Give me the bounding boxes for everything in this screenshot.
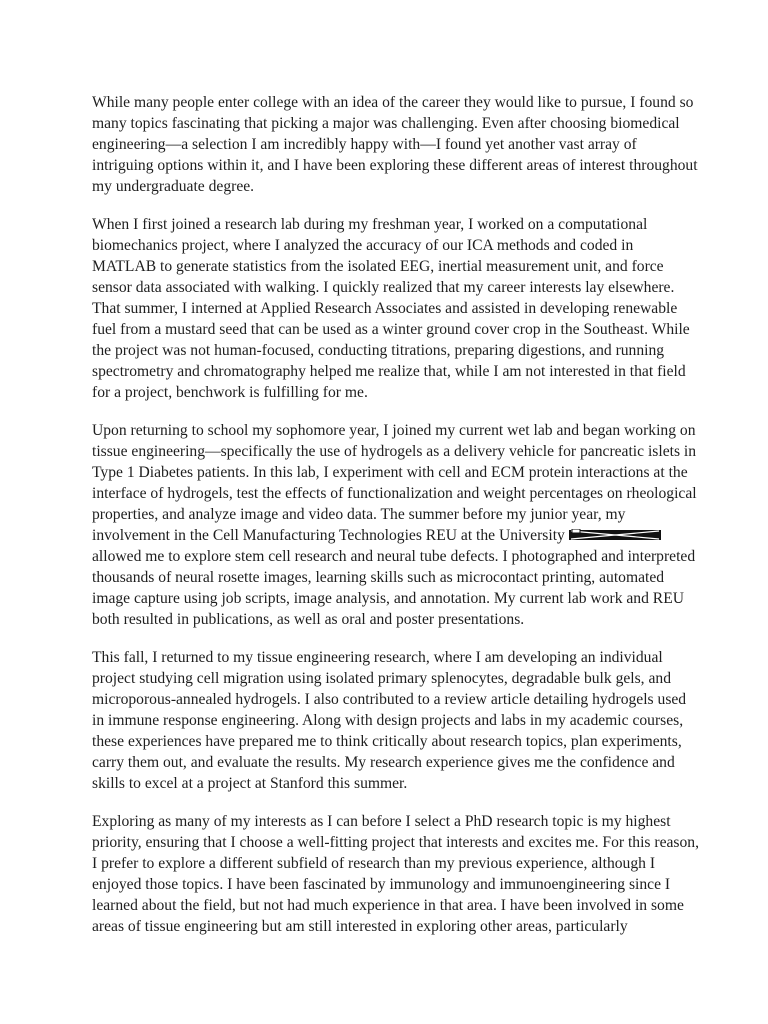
paragraph-sophomore-research (92, 420, 697, 630)
essay-body (92, 92, 699, 954)
text-segment: involvement in the Cell Manufacturing Technologies REU at the University (92, 527, 565, 544)
text-line: carry them out, and evaluate the results. My research experience gives me the confidence and (92, 754, 675, 771)
text-line: skills to excel at a project at Stanford this summer. (92, 775, 408, 792)
text-line: both resulted in publications, as well as oral and poster presentations. (92, 611, 525, 628)
text-line: allowed me to explore stem cell research and neural tube defects. I photographed and interpreted (92, 548, 696, 565)
paragraph-current-research (92, 647, 692, 794)
text-line: While many people enter college with an idea of the career they would like to pursue, I found so (92, 94, 694, 111)
paragraph-career-interests (92, 92, 698, 197)
text-line: enjoyed those topics. I have been fascinated by immunology and immunoengineering since I (92, 876, 671, 893)
text-line: learned about the field, but not had much experience in that area. I have been involved in some (92, 897, 684, 914)
text-line: microporous-annealed hydrogels. I also contributed to a review article detailing hydrogels used (92, 691, 687, 708)
paragraph-phd-interests (92, 811, 699, 937)
text-line: intriguing options within it, and I have been exploring these different areas of interest throughout (92, 157, 698, 174)
text-line: spectrometry and chromatography helped me realize that, while I am not interested in that field (92, 363, 686, 380)
text-line: sensor data associated with walking. I quickly realized that my career interests lay elsewhere. (92, 279, 675, 296)
text-line: my undergraduate degree. (92, 178, 255, 195)
text-line: thousands of neural rosette images, learning skills such as microcontact printing, automated (92, 569, 665, 586)
text-line: image capture using job scripts, image analysis, and annotation. My current lab work and REU (92, 590, 684, 607)
text-line: interface of hydrogels, test the effects of functionalization and weight percentages on rheological (92, 485, 697, 502)
text-line: areas of tissue engineering but am still interested in exploring other areas, particularly (92, 918, 628, 935)
text-line: Type 1 Diabetes patients. In this lab, I experiment with cell and ECM protein interactions at the (92, 464, 688, 481)
text-line: Exploring as many of my interests as I can before I select a PhD research topic is my highest (92, 813, 671, 830)
text-line: MATLAB to generate statistics from the isolated EEG, inertial measurement unit, and force (92, 258, 664, 275)
text-line: When I first joined a research lab during my freshman year, I worked on a computational (92, 216, 648, 233)
text-line: fuel from a mustard seed that can be used as a winter ground cover crop in the Southeast. While (92, 321, 690, 338)
text-line: This fall, I returned to my tissue engineering research, where I am developing an individual (92, 649, 663, 666)
text-line: for a project, benchwork is fulfilling for me. (92, 384, 368, 401)
paragraph-freshman-research (92, 214, 692, 403)
text-line: these experiences have prepared me to think critically about research topics, plan experiments, (92, 733, 682, 750)
text-line: priority, ensuring that I choose a well-fitting project that interests and excites me. For this reason, (92, 834, 699, 851)
text-line: properties, and analyze image and video data. The summer before my junior year, my (92, 506, 626, 523)
text-line: I prefer to explore a different subfield of research than my previous experience, although I (92, 855, 656, 872)
text-line: tissue engineering—specifically the use of hydrogels as a delivery vehicle for pancreatic islets in (92, 443, 697, 460)
text-line: That summer, I interned at Applied Research Associates and assisted in developing renewable (92, 300, 678, 317)
redaction-mark (569, 529, 661, 541)
text-line: many topics fascinating that picking a major was challenging. Even after choosing biomedical (92, 115, 680, 132)
text-line: the project was not human-focused, conducting titrations, preparing digestions, and running (92, 342, 665, 359)
text-line: engineering—a selection I am incredibly happy with—I found yet another vast array of (92, 136, 637, 153)
text-line: Upon returning to school my sophomore year, I joined my current wet lab and began working on (92, 422, 696, 439)
text-line: biomechanics project, where I analyzed the accuracy of our ICA methods and coded in (92, 237, 634, 254)
text-line: in immune response engineering. Along with design projects and labs in my academic courses, (92, 712, 684, 729)
text-line: project studying cell migration using isolated primary splenocytes, degradable bulk gels, and (92, 670, 671, 687)
text-line-with-redaction (92, 525, 692, 546)
